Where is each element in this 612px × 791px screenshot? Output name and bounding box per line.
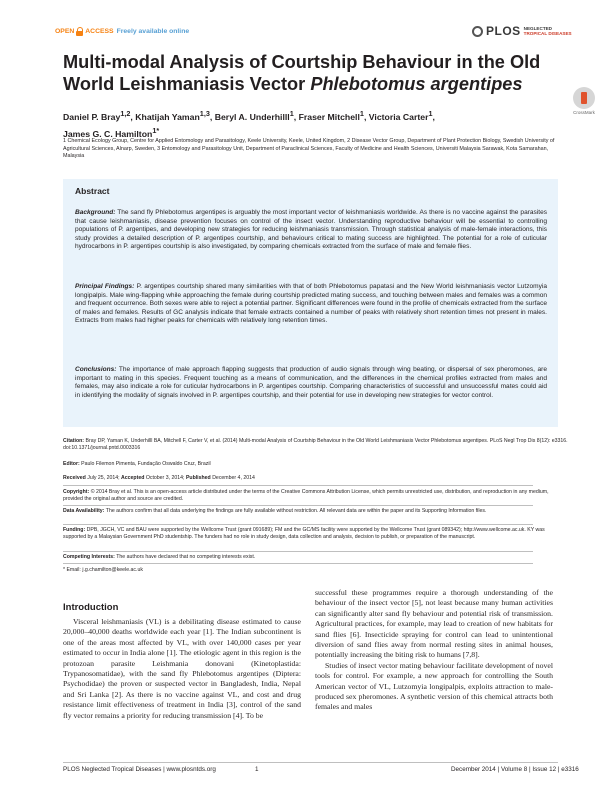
dates	[63, 475, 568, 482]
copyright-text: © 2014 Bray et al. This is an open-access article distributed under the terms of the Creative Commons Attribution License, which permits unrestricted use, distribution, and reproduction in any medium, provided the original author and source are credited.	[63, 489, 549, 503]
funding	[63, 527, 568, 541]
author-name: Fraser Mitchell	[298, 111, 360, 122]
meta-divider	[63, 505, 533, 506]
editor-text: Paulo Filemon Pimenta, Fundação Oswaldo Cruz, Brazil	[81, 461, 211, 467]
introduction-heading: Introduction	[63, 602, 119, 613]
title-species: Phlebotomus argentipes	[310, 73, 523, 94]
corresponding-email[interactable]: * Email: j.g.chamilton@keele.ac.uk	[63, 567, 143, 573]
funding-text: DPB, JGCH, VC and BAU were supported by the Wellcome Trust (grant 091689); FM and the GC/MS facility were supported by the Wellcome Trust (grant 089342); http://www.wellcome.ac.uk. KY was supported by a Malaysian Government PhD studentship. The funders had no role in study design, data collection and analysis, decision to publish, or preparation of the manuscript.	[63, 527, 545, 541]
author-affiliation-mark: 1,2	[120, 109, 131, 118]
title-plain: Multi-modal Analysis of Courtship Behaviour in the Old World Leishmaniasis Vector	[63, 52, 541, 94]
abstract-findings-text: P. argentipes courtship shared many similarities with that of both Phlebotomus papatasi and the New World leishmaniasis vector Lutzomyia longipalpis. Male wing-flapping while approaching the female during courtship predicted mating success, and touching between males and females was a common and frequent occurrence. Both sexes were able to reject a potential partner. Significant differences were found in the profile of chemicals extracted from the surface of males and females. Results of GC analysis indicate that female extracts contained a number of peaks with relatively short retention times not present in males. Extracts from males had higher peaks for chemicals with relatively long retention times.	[75, 283, 547, 325]
author-list	[63, 107, 563, 142]
author-separator: ,	[363, 111, 369, 122]
meta-divider	[63, 551, 533, 552]
crossmark-icon	[573, 87, 595, 109]
introduction-col2	[315, 588, 553, 713]
oa-open: OPEN	[55, 28, 75, 35]
abstract-background	[75, 209, 547, 252]
abstract-conclusions-label: Conclusions:	[75, 366, 117, 373]
author-separator: ,	[293, 111, 299, 122]
published-label: Published	[185, 475, 211, 481]
abstract-background-text: The sand fly Phlebotomus argentipes is arguably the most important vector of leishmaniasis worldwide. As there is no vaccine against the parasites that cause leishmaniasis, disease prevention focuses on control of the insect vector. Understanding reproductive behaviour will be essential to controlling populations of P. argentipes, and developing new strategies for reducing leishmaniasis transmission. Through statistical analysis of male-female interactions, this study provides a detailed description of P. argentipes courtship, and behaviours critical to mating success are highlighted. The potential for a role of cuticular hydrocarbons in P. argentipes courtship is also investigated, by comparing chemicals extracted from the surface of male and female flies.	[75, 209, 547, 251]
footer-issue: December 2014 | Volume 8 | Issue 12 | e3316	[451, 766, 579, 773]
accepted-label: Accepted	[121, 475, 145, 481]
plos-sub-line2: TROPICAL DISEASES	[523, 31, 572, 36]
meta-divider	[63, 524, 533, 525]
editor-label: Editor:	[63, 461, 80, 467]
data-availability	[63, 508, 568, 515]
oa-free-text: Freely available online	[116, 28, 190, 35]
author-affiliation-mark: 1*	[152, 126, 160, 136]
copyright-label: Copyright:	[63, 489, 90, 495]
funding-label: Funding:	[63, 527, 86, 533]
citation-label: Citation:	[63, 438, 85, 444]
data-availability-text: The authors confirm that all data underlying the findings are fully available without restriction. All relevant data are within the paper and its Supporting Information files.	[105, 508, 487, 514]
crossmark-badge[interactable]	[570, 87, 598, 115]
open-access-lock-icon	[76, 27, 83, 36]
author-separator: ,	[130, 111, 136, 122]
introduction-col2-para1: successful these programmes require a thorough understanding of the behaviour of the insect vector [5], not least because many human activities can significantly alter sand fly behaviour and potential risk of transmission. Agricultural practices, for example, may lead to creation of new habitats for sand flies [6]. Insecticide spraying for control can lead to unintentional diversion of sand flies away from normal resting sites in animal houses, potentially increasing the biting risk to humans [7,8].	[315, 588, 553, 660]
author-name: Victoria Carter	[368, 111, 429, 122]
author-affiliation-mark: 1	[359, 109, 364, 118]
competing-interests	[63, 554, 568, 561]
open-access-badge	[55, 27, 189, 36]
author-affiliation-mark: 1	[289, 109, 294, 118]
affiliations: 1 Chemical Ecology Group, Centre for Applied Entomology and Parasitology, Keele University, Keele, United Kingdom, 2 Disease Vector Group, Department of Plant Protection Biology, Swedish University of Agricultural Sciences, Alnarp, Sweden, 3 Entomology and Parasitology Unit, Department of Paraclinical Sciences, Faculty of Medicine and Health Sciences, Universiti Malaysia Sarawak, Kota Samarahan, Malaysia	[63, 138, 555, 160]
published-date: December 4, 2014	[212, 475, 255, 481]
author-name: Khatijah Yaman	[135, 111, 200, 122]
author-separator: ,	[432, 111, 435, 122]
plos-journal-name	[524, 26, 572, 36]
competing-text: The authors have declared that no competing interests exist.	[116, 554, 256, 560]
citation	[63, 438, 568, 452]
introduction-col2-para2: Studies of insect vector mating behaviour facilitate development of novel tools for control. For example, a new approach for controlling the South American vector of VL, Lutzomyia longipalpis, exploits attraction to male-produced sex pheromones. A synthetic version of this chemical attracts both females and males	[315, 660, 553, 712]
abstract-conclusions	[75, 366, 547, 400]
plos-sub-line1: NEGLECTED	[523, 26, 553, 31]
footer-page-number: 1	[255, 766, 259, 773]
footer-journal: PLOS Neglected Tropical Diseases | www.plosntds.org	[63, 766, 216, 773]
plos-logo	[472, 24, 572, 38]
article-title	[63, 52, 568, 95]
received-date: July 25, 2014;	[87, 475, 120, 481]
meta-divider	[63, 563, 533, 564]
author-name: James G. C. Hamilton	[63, 129, 153, 140]
author-name: Beryl A. Underhilll	[214, 111, 290, 122]
plos-wordmark: PLOS	[486, 24, 521, 38]
abstract-conclusions-text: The importance of male approach flapping suggests that production of audio signals through wing beating, or dispersal of sex pheromones, are important to mating in this species. Frequent touching as a means of communication, and the differences in the chemical profiles extracted from males and females, may also indicate a role for cuticular hydrocarbons in P. argentipes courtship. Comparing characteristics of successful and unsuccessful mates could aid in identifying the modality of signals involved in P. argentipes courtship, and their potential for use in developing new strategies for vector control.	[75, 366, 548, 399]
plos-logo-icon	[472, 26, 483, 37]
author-affiliation-mark: 1,3	[199, 109, 210, 118]
copyright	[63, 489, 568, 503]
author-separator: ,	[209, 111, 215, 122]
accepted-date: October 3, 2014;	[145, 475, 185, 481]
data-availability-label: Data Availability:	[63, 508, 105, 514]
received-label: Received	[63, 475, 86, 481]
abstract-findings	[75, 283, 547, 326]
abstract-findings-label: Principal Findings:	[75, 283, 135, 290]
competing-label: Competing Interests:	[63, 554, 115, 560]
footer-divider	[63, 762, 558, 763]
abstract-heading: Abstract	[75, 186, 110, 196]
author-name: Daniel P. Bray	[63, 111, 121, 122]
meta-divider	[63, 485, 533, 486]
citation-text: Bray DP, Yaman K, Underhilll BA, Mitchell F, Carter V, et al. (2014) Multi-modal Analysis of Courtship Behaviour in the Old World Leishmaniasis Vector Phlebotomus argentipes. PLoS Negl Trop Dis 8(12): e3316. doi:10.1371/journal.pntd.0003316	[63, 438, 568, 452]
editor	[63, 461, 568, 468]
oa-access: ACCESS	[85, 28, 114, 35]
abstract-background-label: Background:	[75, 209, 116, 216]
crossmark-label: CrossMark	[573, 110, 595, 115]
author-affiliation-mark: 1	[428, 109, 433, 118]
introduction-col1: Visceral leishmaniasis (VL) is a debilitating disease estimated to cause 20,000–40,000 deaths worldwide each year [1]. The Indian subcontinent is one of the areas most affected by VL, with over 140,000 cases per year estimated to occur in India alone [1]. The etiologic agent in this region is the protozoan parasite Leishmania donovani (Kinetoplastida: Trypanosomatidae), with the sand fly Phlebotomus argentipes (Diptera: Psychodidae) the proven or suspected vector in Bangladesh, India, Nepal and Sri Lanka [2]. As there is no vaccine against VL, and cost and drug resistance limit effectiveness of treatment in India [3], control of the sand fly vector remains a priority for reducing transmission [4]. To be	[63, 617, 301, 720]
